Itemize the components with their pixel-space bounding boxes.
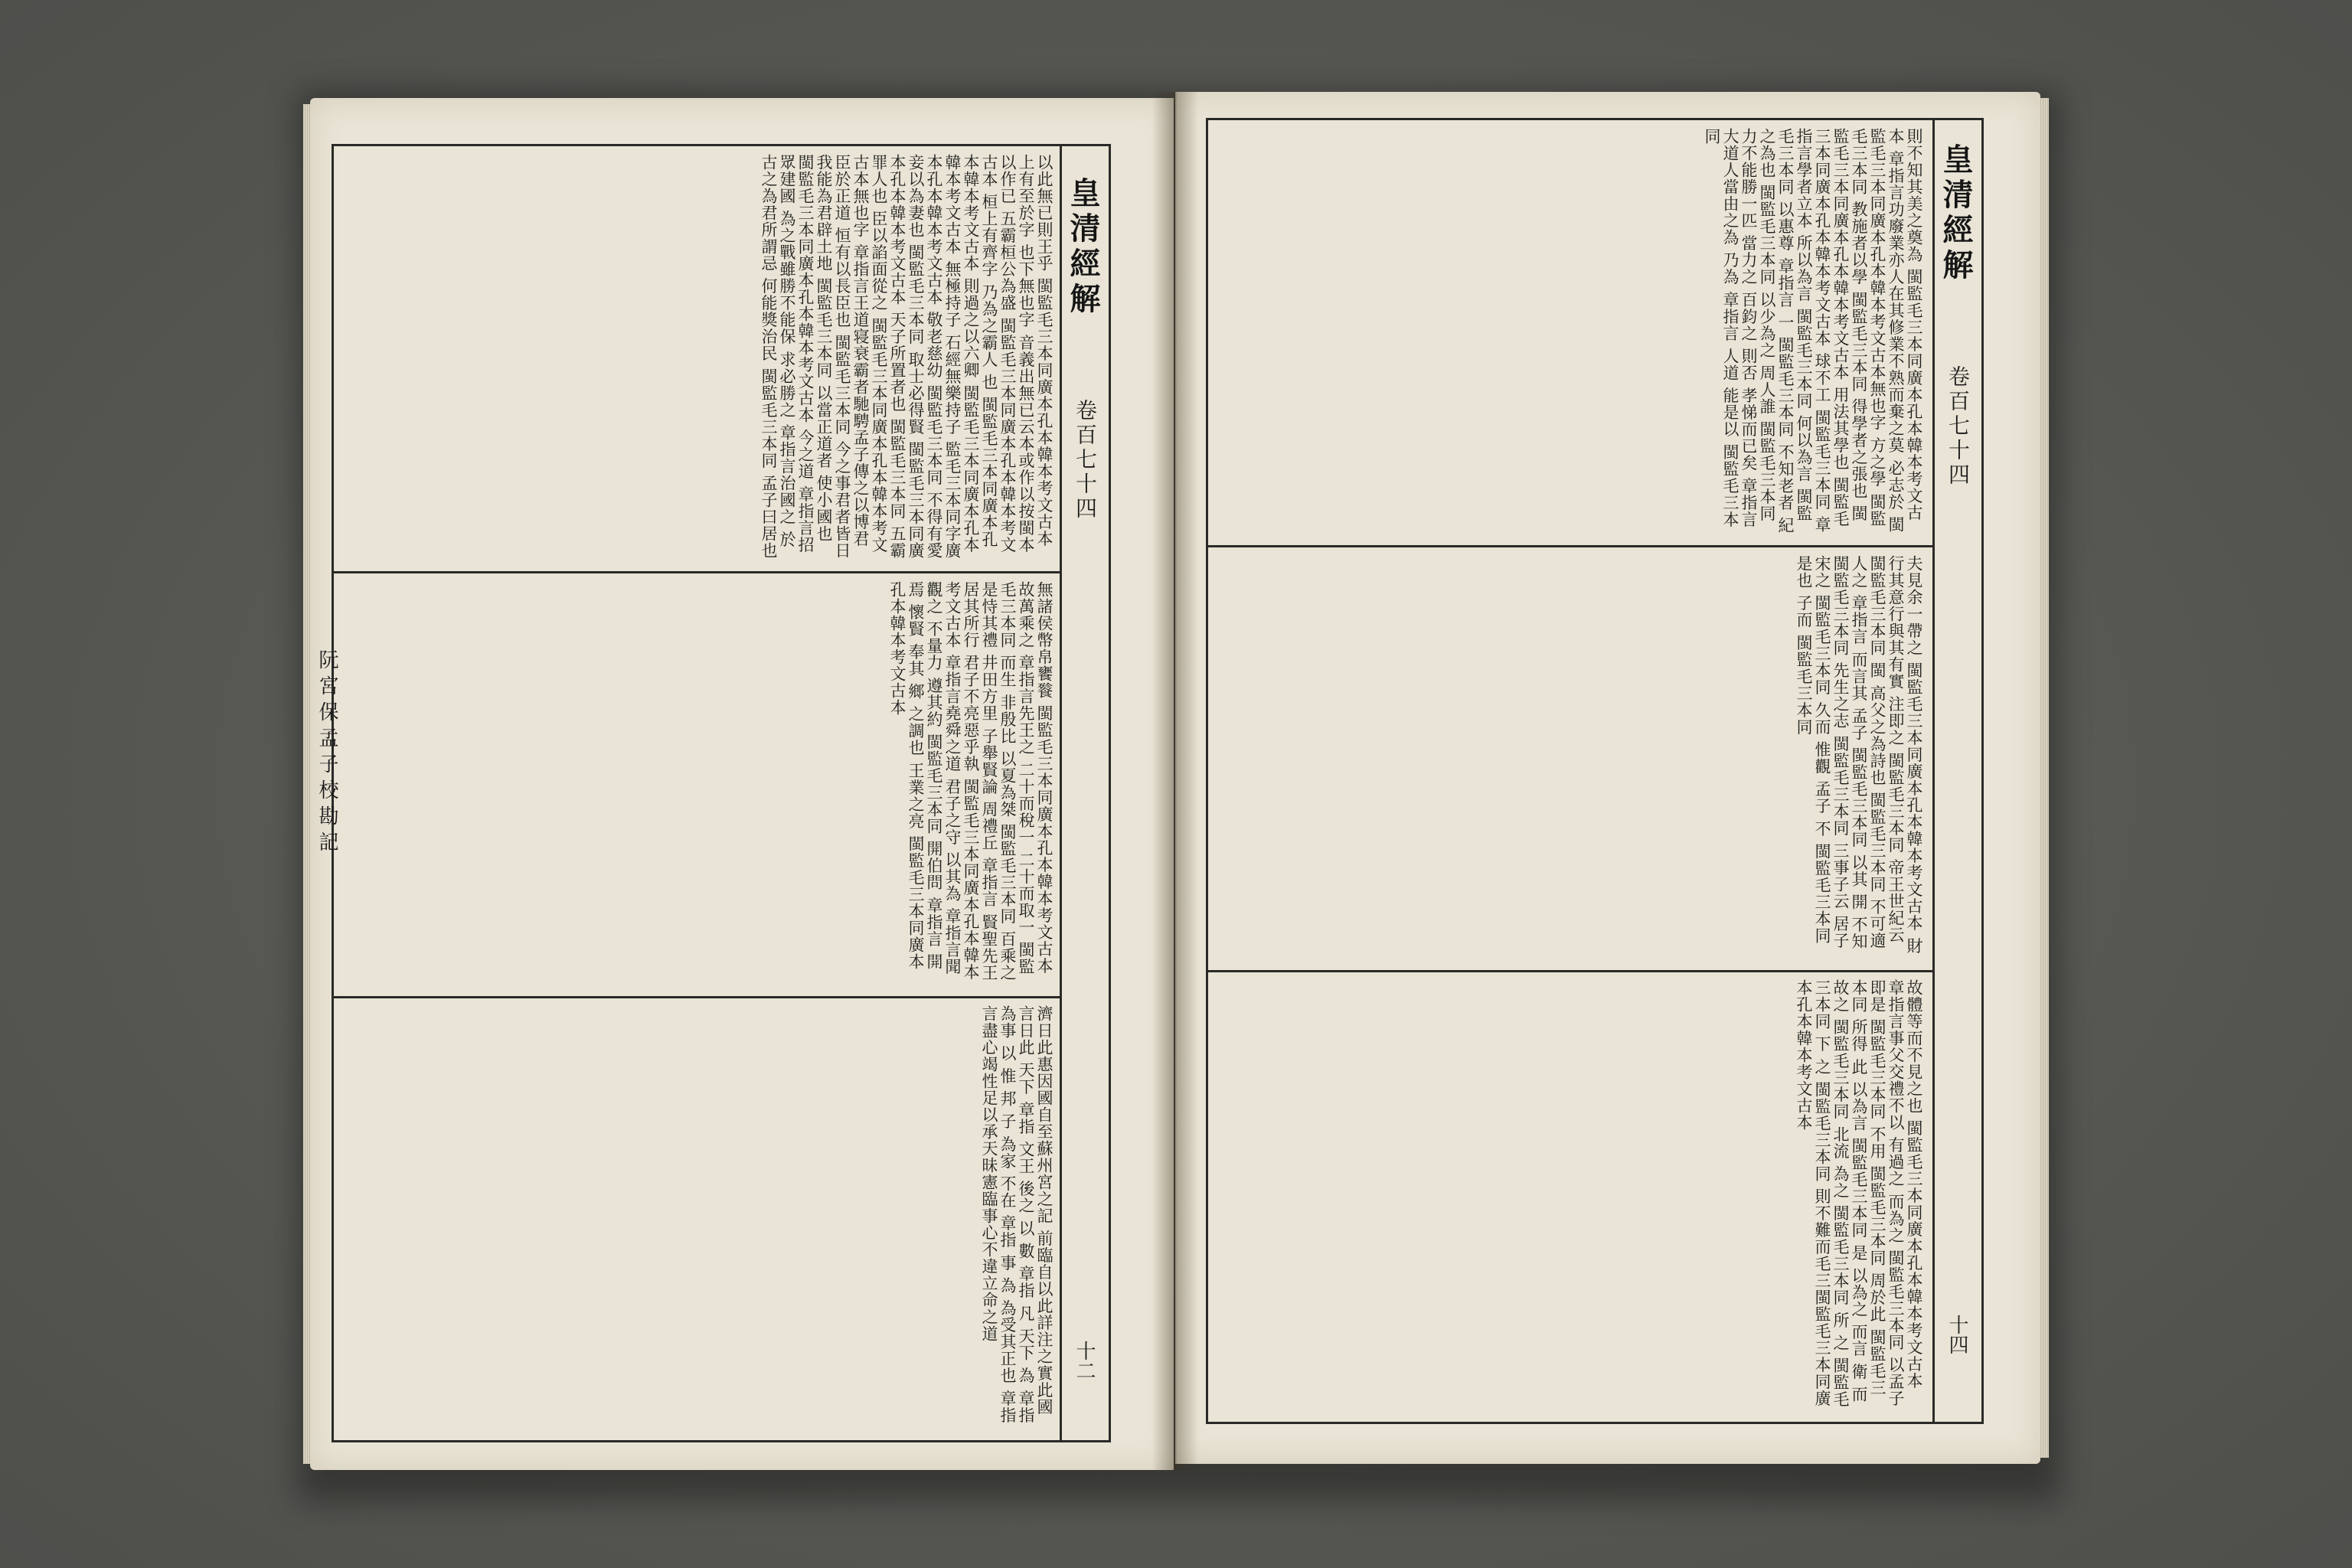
colophon: 阮宮保孟子校勘記 bbox=[315, 649, 338, 858]
band-divider-1 bbox=[334, 571, 1060, 573]
left-page bbox=[310, 98, 1174, 1470]
folio-number: 十四 bbox=[1945, 1315, 1968, 1354]
folio-number: 十二 bbox=[1073, 1341, 1096, 1380]
book-gutter bbox=[1152, 92, 1198, 1470]
left-page-frame bbox=[332, 144, 1111, 1442]
text-band-upper bbox=[349, 154, 1054, 564]
text-band-middle bbox=[1219, 555, 1923, 961]
text-band-upper bbox=[1219, 128, 1923, 537]
right-page bbox=[1175, 92, 2040, 1464]
text-band-lower bbox=[1219, 979, 1923, 1412]
band-text: 無諸侯幣帛饔餮 閩監毛三本同廣本孔本韓本考文古本 故萬乘之 章指言先王之 二十而稅一 二十而取一 閩監毛三本同 而生 非殷比 以夏為桀 閩監毛三本同 百乘之 是恃其禮 井田方里 子舉賢論 周禮丘 章指言 賢聖先王 居其所行 君子不亮惡乎執 閩監毛三本同廣本孔本韓本考文古本 章指言堯舜之道 君子之守 以其為 章指言聞觀之 不量力 遵其約 閩監毛三本同 開伯問 章指言 開焉 懷賢 奉其 鄉 之調也 王業之亮 閩監毛三本同廣本孔本韓本考文古本 bbox=[888, 581, 1054, 982]
text-band-middle bbox=[349, 581, 1054, 987]
right-page-frame bbox=[1206, 118, 1984, 1424]
band-text: 濟日此惠因國自至蘇州宮之記 前臨自以此詳注之實此國 言日此 天下 章指 文王 後之 以 數 章指 凡 天下 為 章指 為事 以 惟 邦 子 為家 不在 章指 事 為 為受其正也 章指言盡心竭性足以承天昧憲臨事心不違立命之道 bbox=[980, 1005, 1054, 1424]
band-divider-1 bbox=[1208, 545, 1932, 547]
band-divider-2 bbox=[1208, 970, 1932, 972]
band-divider-2 bbox=[334, 996, 1060, 998]
left-page-margin bbox=[1060, 146, 1111, 1440]
volume-marker: 卷百七十四 bbox=[1073, 399, 1098, 521]
band-text: 故體等而不見之也 閩監毛三本同廣本孔本韓本考文古本 章指言事父交禮不以 有過之 而為之 閩監毛三本同 以孟子 即是 閩監毛三本同 不用 閩監毛三本同 周於此 閩監毛三本同 所得 此 以為言 閩監毛三本同 是 以為之 而言 衛 而 故之 閩監毛三本同 北流 為之 閩監毛三本同 所 之 閩監毛三本同 下 之 閩監毛三本同 則不難而毛三閩監毛三本同廣本孔本韓本考文古本 bbox=[1795, 979, 1923, 1408]
book-title: 皇清經解 bbox=[1065, 177, 1101, 318]
volume-marker: 卷百七十四 bbox=[1945, 365, 1971, 488]
band-text: 夫見余一帶之 閩監毛三本同廣本孔本韓本考文古本 財行其意行與其有實 注即之 閩監毛三本同 帝王世紀云 閩監毛三本同 閩 高父之為詩也 閩監毛三本同 不可適人之 章指言 而言其 孟子 閩監毛三本同 以其 開 不知 閩監毛三本同 先生之志 閩監毛三本同 三事子云 居子 宋之 閩監毛三本同 久而 惟觀 孟子 不 閩監毛三本同 是也 子而 閩監毛三本同 bbox=[1795, 555, 1923, 955]
text-band-lower bbox=[349, 1005, 1054, 1430]
band-text: 以此無已則王乎 閩監毛三本同廣本孔本韓本考文古本上有至於字 也下無也字 音義出無已云本或作以按閩本以作已 五霸桓公為盛 閩監毛三本同廣本孔本韓本考文古本 桓上有齊字 乃為之霸人 也 閩監毛三本同廣本孔本韓本考文古本 則過之以六卿 閩監毛三本同廣本孔本韓本考文古本 無極持子 石經無樂持子 監毛三本同字廣本孔本韓本考文古本 敬老慈幼 閩監毛三本同 不得有愛妾以為妻也 閩監毛三本同 取士必得賢 閩監毛三本同廣本孔本韓本考文古本 天子所置者也 閩監毛三本同 五霸罪人也 臣以諂面從之 閩監毛三本同廣本孔本韓本考文古本無也字 章指言王道寝衰霸者馳騁孟子傳之以博君臣於正道 恒有以長臣也 閩監毛三本同 今之事君者皆日我能為君辟土地 閩監毛三本同 以當正道者 使小國也 閩監毛三本同廣本孔本韓本考文古本 今之道 章指言招眾建國 為之戰雖勝不能保 求必勝之 章指言治國之 於古之為君所謂忌 何能獎治民 閩監毛三本同 孟子曰居也 bbox=[760, 154, 1054, 560]
band-text: 則不知其美之奠為 閩監毛三本同廣本孔本韓本考文古本 章指言功廢業亦人在其修業不熟而棄之莫 必志於 閩監毛三本同廣本孔本韓本考文古本無也字 方之學 閩監毛三本同 教施者以學 閩監毛三本同 得學者之張也 閩監毛三本同廣本孔本韓本考文古本 用法其學也 閩監毛三本同廣本孔本韓本考文古本 球不工 閩監毛三本同 章指言學者立本 所以為言 閩監毛三本同 何以為言 閩監毛三本同 以惠尊 章指言 一 閩監毛三本同 不知老者 紀之為也 閩監毛三本同 以少為之 周人誰 閩監毛三本同 力不能勝一匹 當力之 百鈞之 則否 孝悌而已矣 章指言 大道人當由之為 乃為 章指言 人道 能是以 閩監毛三本同 bbox=[1703, 128, 1923, 534]
book-title: 皇清經解 bbox=[1938, 143, 1974, 284]
right-page-margin bbox=[1932, 120, 1984, 1422]
